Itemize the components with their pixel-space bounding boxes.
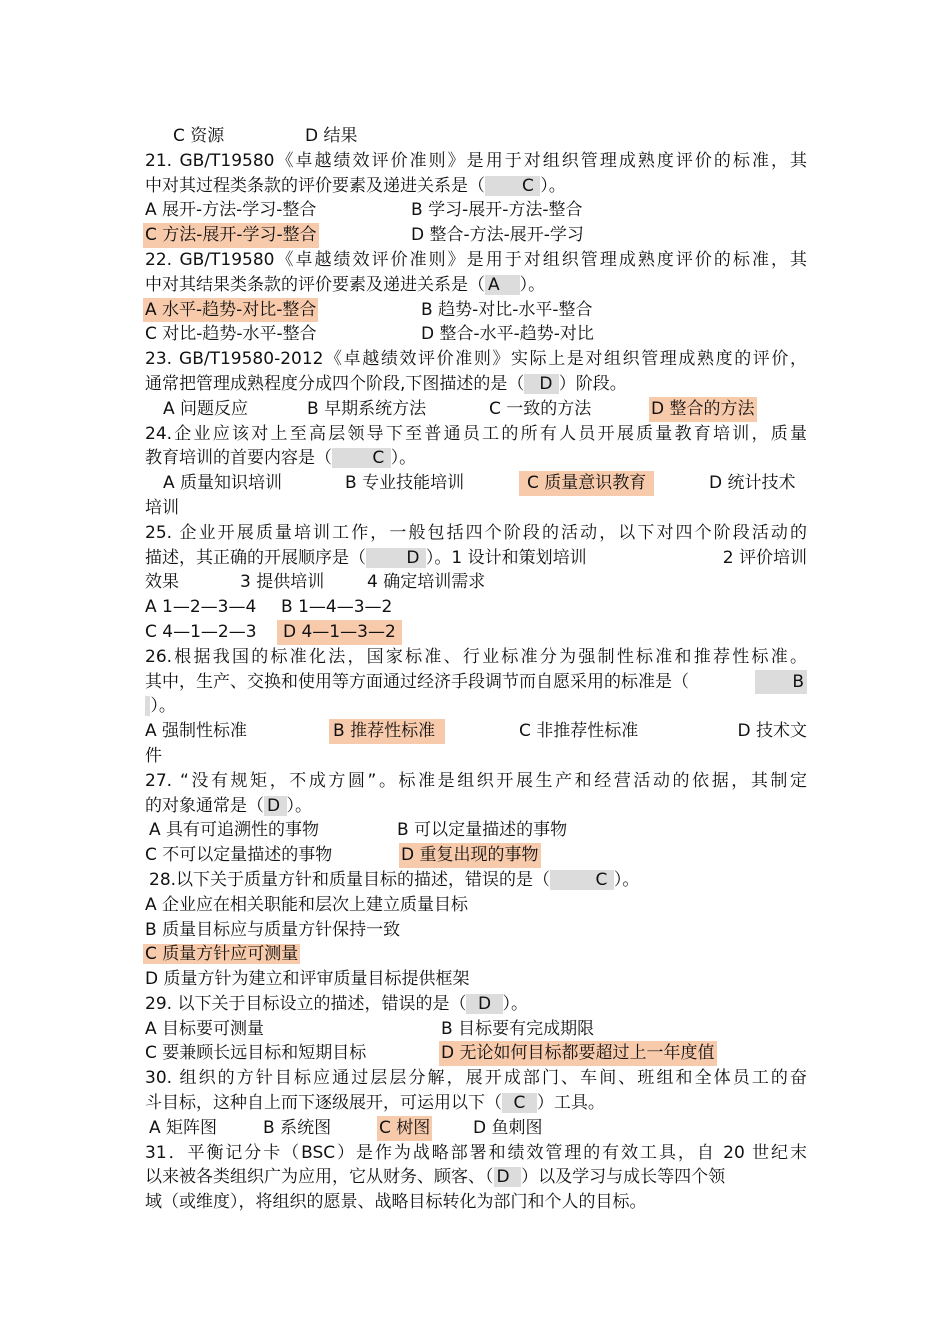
document-page xyxy=(145,124,807,1215)
q27-answer: D xyxy=(264,796,287,816)
q27-option-a: A 具有可追溯性的事物 xyxy=(149,820,320,841)
q24-option-a: A 质量知识培训 xyxy=(163,473,283,494)
q24-stem-line2: 教育培训的首要内容是（ C ）。 xyxy=(145,448,417,469)
q26-option-d: D 技术文 xyxy=(737,721,807,742)
q29-option-b: B 目标要有完成期限 xyxy=(441,1018,595,1039)
q30-option-c-highlighted: C 树图 xyxy=(377,1116,432,1141)
q22-options-ab xyxy=(145,298,807,323)
q26-option-c: C 非推荐性标准 xyxy=(519,721,639,742)
q23-answer: D xyxy=(524,374,558,394)
q30-option-a: A 矩阵图 xyxy=(149,1117,218,1138)
q25-answer: D xyxy=(366,548,426,568)
q24-options xyxy=(145,471,807,496)
q24-option-b: B 专业技能培训 xyxy=(345,473,465,494)
q23-options xyxy=(145,397,807,422)
q21-stem-line2: 中对其过程类条款的评价要素及递进关系是（ C ）。 xyxy=(145,175,566,196)
q28-option-d: D 质量方针为建立和评审质量目标提供框架 xyxy=(145,969,470,990)
q24-option-c-highlighted: C 质量意识教育 xyxy=(519,471,654,496)
q21-option-b: B 学习-展开-方法-整合 xyxy=(411,200,583,221)
q25-option-c: C 4—1—2—3 xyxy=(145,621,257,642)
q24-options-wrap: 培训 xyxy=(145,497,179,518)
q24-option-d: D 统计技术 xyxy=(709,473,796,494)
q24-answer: C xyxy=(332,448,391,468)
q28-option-c-row xyxy=(145,942,807,967)
q22-option-d: D 整合-水平-趋势-对比 xyxy=(421,324,594,345)
q21-options-cd xyxy=(145,223,807,248)
q20-option-c: C 资源 xyxy=(173,126,225,146)
q22-stem-line1: 22. GB/T19580《卓越绩效评价准则》是用于对组织管理成熟度评价的标准，其 xyxy=(145,249,807,270)
q30-stem-line2: 斗目标，这种自上而下逐级展开，可运用以下（ C ）工具。 xyxy=(145,1093,605,1114)
q31-stem-line2: 以来被各类组织广为应用，它从财务、顾客、（ D ）以及学习与成长等四个领 xyxy=(145,1167,726,1188)
q21-answer: C xyxy=(485,176,540,196)
q26-option-a: A 强制性标准 xyxy=(145,721,248,742)
q28-option-b: B 质量目标应与质量方针保持一致 xyxy=(145,919,401,940)
q22-stem-line2: 中对其结果类条款的评价要素及递进关系是（ A ）。 xyxy=(145,274,546,295)
q27-options-ab xyxy=(145,818,807,843)
q25-option-b: B 1—4—3—2 xyxy=(281,597,393,618)
q21-option-c-highlighted: C 方法-展开-学习-整合 xyxy=(143,223,319,248)
q31-stem-line3: 域（或维度），将组织的愿景、战略目标转化为部门和个人的目标。 xyxy=(145,1192,647,1213)
q23-option-b: B 早期系统方法 xyxy=(307,398,427,419)
q26-option-b-highlighted: B 推荐性标准 xyxy=(329,719,445,744)
q27-option-c: C 不可以定量描述的事物 xyxy=(145,845,333,866)
q29-options-cd xyxy=(145,1041,807,1066)
q21-option-d: D 整合-方法-展开-学习 xyxy=(411,225,584,246)
q26-options xyxy=(145,719,807,744)
q27-option-b: B 可以定量描述的事物 xyxy=(397,820,568,841)
q25-stem-line2: 描述，其正确的开展顺序是（ D ）。1 设计和策划培训 2 评价培训 xyxy=(145,547,807,568)
q30-answer: C xyxy=(502,1093,537,1113)
q23-stem-line1: 23. GB/T19580-2012《卓越绩效评价准则》实际上是对组织管理成熟度的评价， xyxy=(145,349,807,370)
q22-option-c: C 对比-趋势-水平-整合 xyxy=(145,324,317,345)
q28-option-a: A 企业应在相关职能和层次上建立质量目标 xyxy=(145,894,469,915)
q31-stem-line1: 31．平衡记分卡（BSC）是作为战略部署和绩效管理的有效工具，自 20 世纪末 xyxy=(145,1142,807,1163)
q24-stem-line1: 24.企业应该对上至高层领导下至普通员工的所有人员开展质量教育培训，质量 xyxy=(145,423,807,444)
q27-option-d-highlighted: D 重复出现的事物 xyxy=(399,843,541,868)
q23-option-c: C 一致的方法 xyxy=(489,398,592,419)
q21-option-a: A 展开-方法-学习-整合 xyxy=(145,200,317,221)
q26-stem-line3: ）。 xyxy=(145,694,807,719)
q22-option-a-highlighted: A 水平-趋势-对比-整合 xyxy=(143,298,318,323)
q29-option-c: C 要兼顾长远目标和短期目标 xyxy=(145,1043,367,1064)
q20-options-cd xyxy=(145,124,807,149)
q21-options-ab xyxy=(145,198,807,223)
q22-option-b: B 趋势-对比-水平-整合 xyxy=(421,299,593,320)
q28-stem: 28.以下关于质量方针和质量目标的描述，错误的是（ C ）。 xyxy=(149,869,640,890)
q25-option-d-highlighted: D 4—1—3—2 xyxy=(277,620,402,645)
q26-answer: B xyxy=(755,670,807,695)
q25-options-ab xyxy=(145,595,807,620)
q25-stem-line1: 25. 企业开展质量培训工作，一般包括四个阶段的活动，以下对四个阶段活动的 xyxy=(145,522,807,543)
q21-stem-line1: 21. GB/T19580《卓越绩效评价准则》是用于对组织管理成熟度评价的标准，其 xyxy=(145,150,807,171)
q30-option-d: D 鱼刺图 xyxy=(473,1117,543,1138)
q25-option-a: A 1—2—3—4 xyxy=(145,597,257,618)
q26-stem-line2: 其中，生产、交换和使用等方面通过经济手段调节而自愿采用的标准是（ B xyxy=(145,670,807,695)
q27-options-cd xyxy=(145,843,807,868)
q23-option-d-highlighted: D 整合的方法 xyxy=(649,397,757,422)
q28-option-c-highlighted: C 质量方针应可测量 xyxy=(145,944,299,965)
q22-options-cd xyxy=(145,322,807,347)
q31-answer: D xyxy=(494,1167,522,1187)
q26-stem-line1: 26.根据我国的标准化法，国家标准、行业标准分为强制性标准和推荐性标准。 xyxy=(145,646,807,667)
q22-answer: A xyxy=(485,275,520,295)
q23-option-a: A 问题反应 xyxy=(163,398,249,419)
q20-option-d: D 结果 xyxy=(305,126,358,146)
q29-answer: D xyxy=(466,994,502,1014)
q29-options-ab xyxy=(145,1017,807,1042)
q30-option-b: B 系统图 xyxy=(263,1117,332,1138)
q29-option-d-highlighted: D 无论如何目标都要超过上一年度值 xyxy=(439,1041,717,1066)
q27-stem-line2: 的对象通常是（ D ）。 xyxy=(145,795,312,816)
q25-options-cd xyxy=(145,620,807,645)
q30-stem-line1: 30. 组织的方针目标应通过层层分解，展开成部门、车间、班组和全体员工的奋 xyxy=(145,1068,807,1089)
q29-stem: 29. 以下关于目标设立的描述，错误的是（ D ）。 xyxy=(145,993,529,1014)
q23-stem-line2: 通常把管理成熟程度分成四个阶段,下图描述的是（ D ）阶段。 xyxy=(145,373,627,394)
q26-options-wrap: 件 xyxy=(145,745,162,766)
q30-options xyxy=(145,1116,807,1141)
q25-stem-line3: 效果 3 提供培训 4 确定培训需求 xyxy=(145,572,486,593)
q28-answer: C xyxy=(550,870,614,890)
q27-stem-line1: 27. “没有规矩，不成方圆”。标准是组织开展生产和经营活动的依据，其制定 xyxy=(145,770,807,791)
q29-option-a: A 目标要可测量 xyxy=(145,1018,265,1039)
